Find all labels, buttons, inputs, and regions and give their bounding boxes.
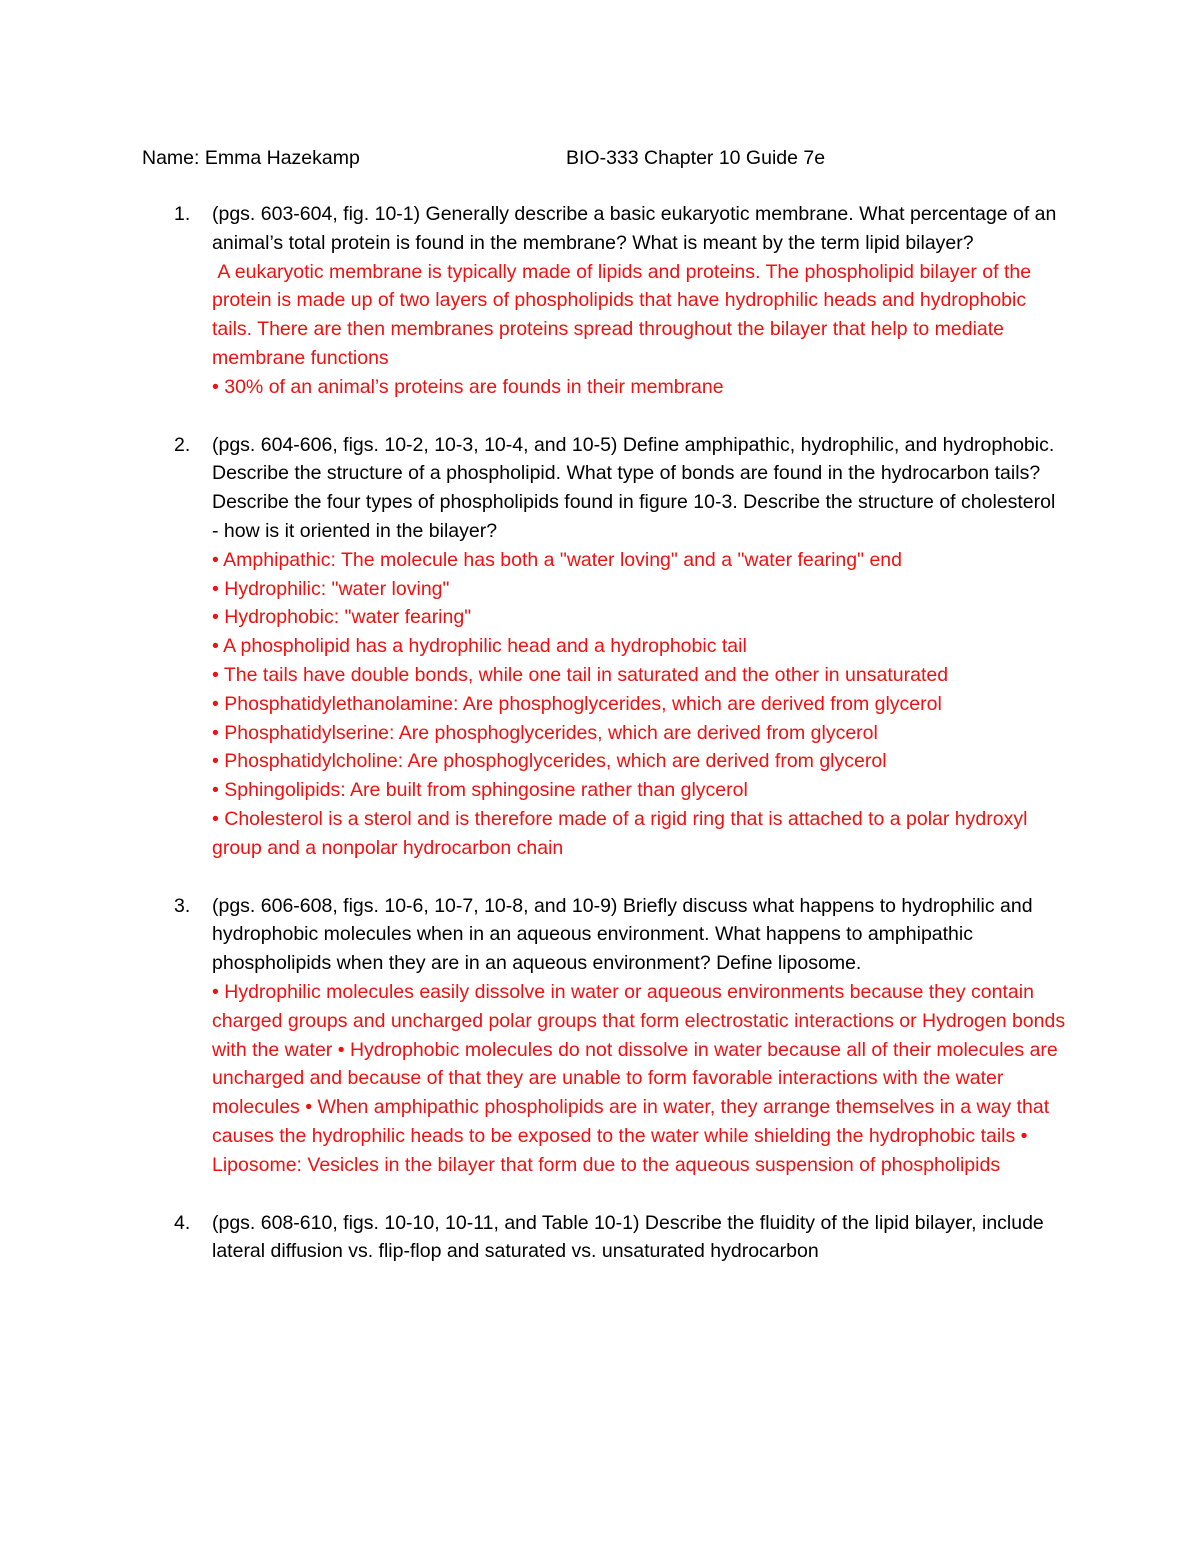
answer-paragraph: • Hydrophilic molecules easily dissolve in water or aqueous environments because they contain charged groups and uncharged polar groups that form electrostatic interactions or Hydrogen bonds with the water • Hydrophobic molecules do not dissolve in water because all of their molecules are uncharged and because of that they are unable to form favorable interactions with the water molecules • When amphipathic phospholipids are in water, they arrange themselves in a way that causes the hydrophilic heads to be exposed to the water while shielding the hydrophobic tails • Liposome: Vesicles in the bilayer that form due to the aqueous suspension of phospholipids bbox=[212, 980, 1066, 1176]
question-2 bbox=[142, 431, 1067, 863]
answer-paragraph: A eukaryotic membrane is typically made of lipids and proteins. The phospholipid bilayer of the protein is made up of two layers of phospholipids that have hydrophilic heads and hydrophobic tails. There are then membranes proteins spread throughout the bilayer that help to mediate membrane functions bbox=[212, 260, 1037, 369]
question-number: 3. bbox=[174, 894, 191, 917]
question-3 bbox=[142, 892, 1067, 1180]
answer-bullet: • Phosphatidylserine: Are phosphoglycerides, which are derived from glycerol bbox=[212, 721, 878, 744]
answer-bullet: • 30% of an animal’s proteins are founds in their membrane bbox=[212, 375, 724, 398]
name-value: Emma Hazekamp bbox=[204, 147, 360, 169]
name-label: Name: bbox=[142, 147, 200, 169]
question-number: 1. bbox=[174, 203, 191, 225]
question-list bbox=[142, 200, 1067, 1295]
answer-bullet: • The tails have double bonds, while one tail in saturated and the other in unsaturated bbox=[212, 663, 949, 686]
question-4 bbox=[142, 1209, 1067, 1267]
course-title: BIO-333 Chapter 10 Guide 7e bbox=[566, 147, 826, 169]
answer-bullet: • A phospholipid has a hydrophilic head and a hydrophobic tail bbox=[212, 635, 747, 658]
answer-bullet: • Phosphatidylcholine: Are phosphoglycerides, which are derived from glycerol bbox=[212, 750, 887, 773]
answer-bullet: • Hydrophobic: "water fearing" bbox=[212, 606, 472, 629]
question-1 bbox=[142, 200, 1067, 402]
answer-bullet: • Amphipathic: The molecule has both a "water loving" and a "water fearing" end bbox=[212, 548, 902, 571]
answer-block bbox=[212, 978, 1067, 1180]
answer-bullet: • Cholesterol is a sterol and is therefore made of a rigid ring that is attached to a polar hydroxyl group and a nonpolar hydrocarbon chain bbox=[212, 807, 1028, 859]
answer-block bbox=[212, 546, 1067, 863]
question-prompt: (pgs. 608-610, figs. 10-10, 10-11, and Table 10-1) Describe the fluidity of the lipid bilayer, include lateral diffusion vs. flip-flop and saturated vs. unsaturated hydrocarbon bbox=[212, 1211, 1044, 1263]
student-name bbox=[142, 144, 360, 172]
answer-bullet: • Phosphatidylethanolamine: Are phosphoglycerides, which are derived from glycerol bbox=[212, 692, 942, 715]
question-number: 2. bbox=[174, 433, 191, 456]
document-header bbox=[142, 144, 1062, 174]
answer-bullet: • Sphingolipids: Are built from sphingosine rather than glycerol bbox=[212, 779, 748, 802]
question-prompt: (pgs. 603-604, fig. 10-1) Generally describe a basic eukaryotic membrane. What percentage of an animal’s total protein is found in the membrane? What is meant by the term lipid bilayer? bbox=[212, 203, 1057, 254]
answer-bullet: • Hydrophilic: "water loving" bbox=[212, 577, 450, 600]
question-prompt: (pgs. 604-606, figs. 10-2, 10-3, 10-4, and 10-5) Define amphipathic, hydrophilic, and hydrophobic. Describe the structure of a phospholipid. What type of bonds are found in the hydrocarbon tails? Describe the four types of phospholipids found in figure 10-3. Describe the structure of cholesterol - how is it oriented in the bilayer? bbox=[212, 433, 1056, 542]
question-number: 4. bbox=[174, 1211, 191, 1234]
question-prompt: (pgs. 606-608, figs. 10-6, 10-7, 10-8, and 10-9) Briefly discuss what happens to hydrophilic and hydrophobic molecules when in an aqueous environment. What happens to amphipathic phospholipids when they are in an aqueous environment? Define liposome. bbox=[212, 894, 1033, 975]
answer-block bbox=[212, 258, 1067, 402]
